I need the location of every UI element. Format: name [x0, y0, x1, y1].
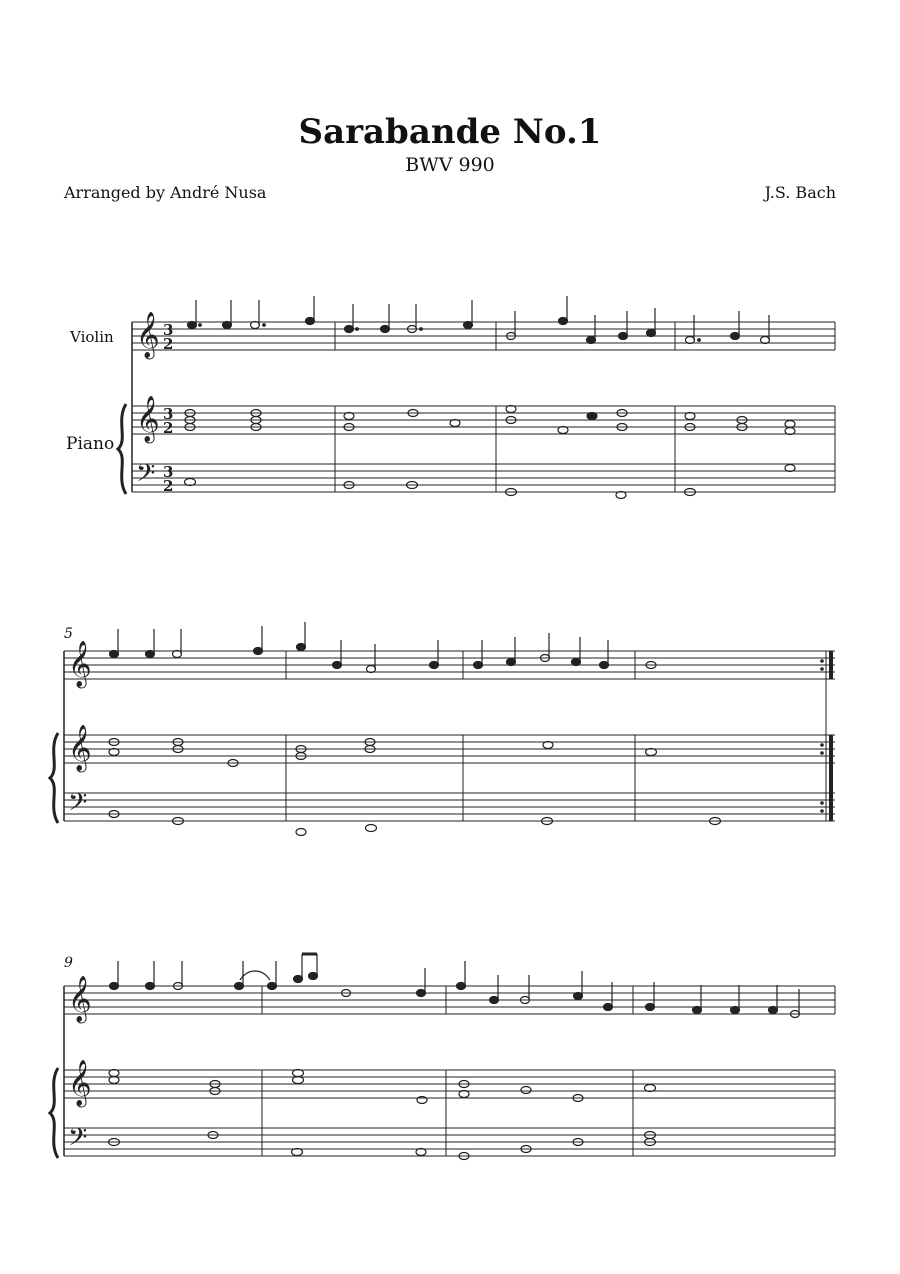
svg-text:3: 3 [163, 405, 174, 423]
svg-text:𝄢: 𝄢 [68, 788, 88, 823]
svg-text:𝄢: 𝄢 [68, 1123, 88, 1158]
svg-text:𝄞: 𝄞 [68, 1060, 92, 1106]
svg-text:𝄞: 𝄞 [136, 396, 160, 442]
svg-text:𝄞: 𝄞 [136, 312, 160, 358]
measure-number-9: 9 [64, 955, 73, 971]
score-title: Sarabande No.1 [298, 112, 602, 152]
svg-text:𝄢: 𝄢 [136, 459, 156, 494]
svg-text:2: 2 [163, 477, 174, 495]
svg-text:𝄞: 𝄞 [68, 976, 92, 1022]
system-2 [50, 622, 835, 836]
piano-label: Piano [66, 434, 115, 454]
svg-text:2: 2 [163, 419, 174, 437]
svg-text:3: 3 [163, 463, 174, 481]
svg-text:𝄞: 𝄞 [68, 641, 92, 687]
arranger-credit: Arranged by André Nusa [64, 183, 267, 202]
svg-text:3: 3 [163, 321, 174, 339]
svg-text:𝄞: 𝄞 [68, 725, 92, 771]
measure-number-5: 5 [64, 626, 73, 642]
svg-text:2: 2 [163, 335, 174, 353]
score-subtitle: BWV 990 [405, 154, 495, 176]
violin-label: Violin [70, 328, 114, 346]
composer-credit: J.S. Bach [764, 183, 836, 202]
system-1 [118, 296, 835, 499]
system-3 [50, 954, 835, 1160]
